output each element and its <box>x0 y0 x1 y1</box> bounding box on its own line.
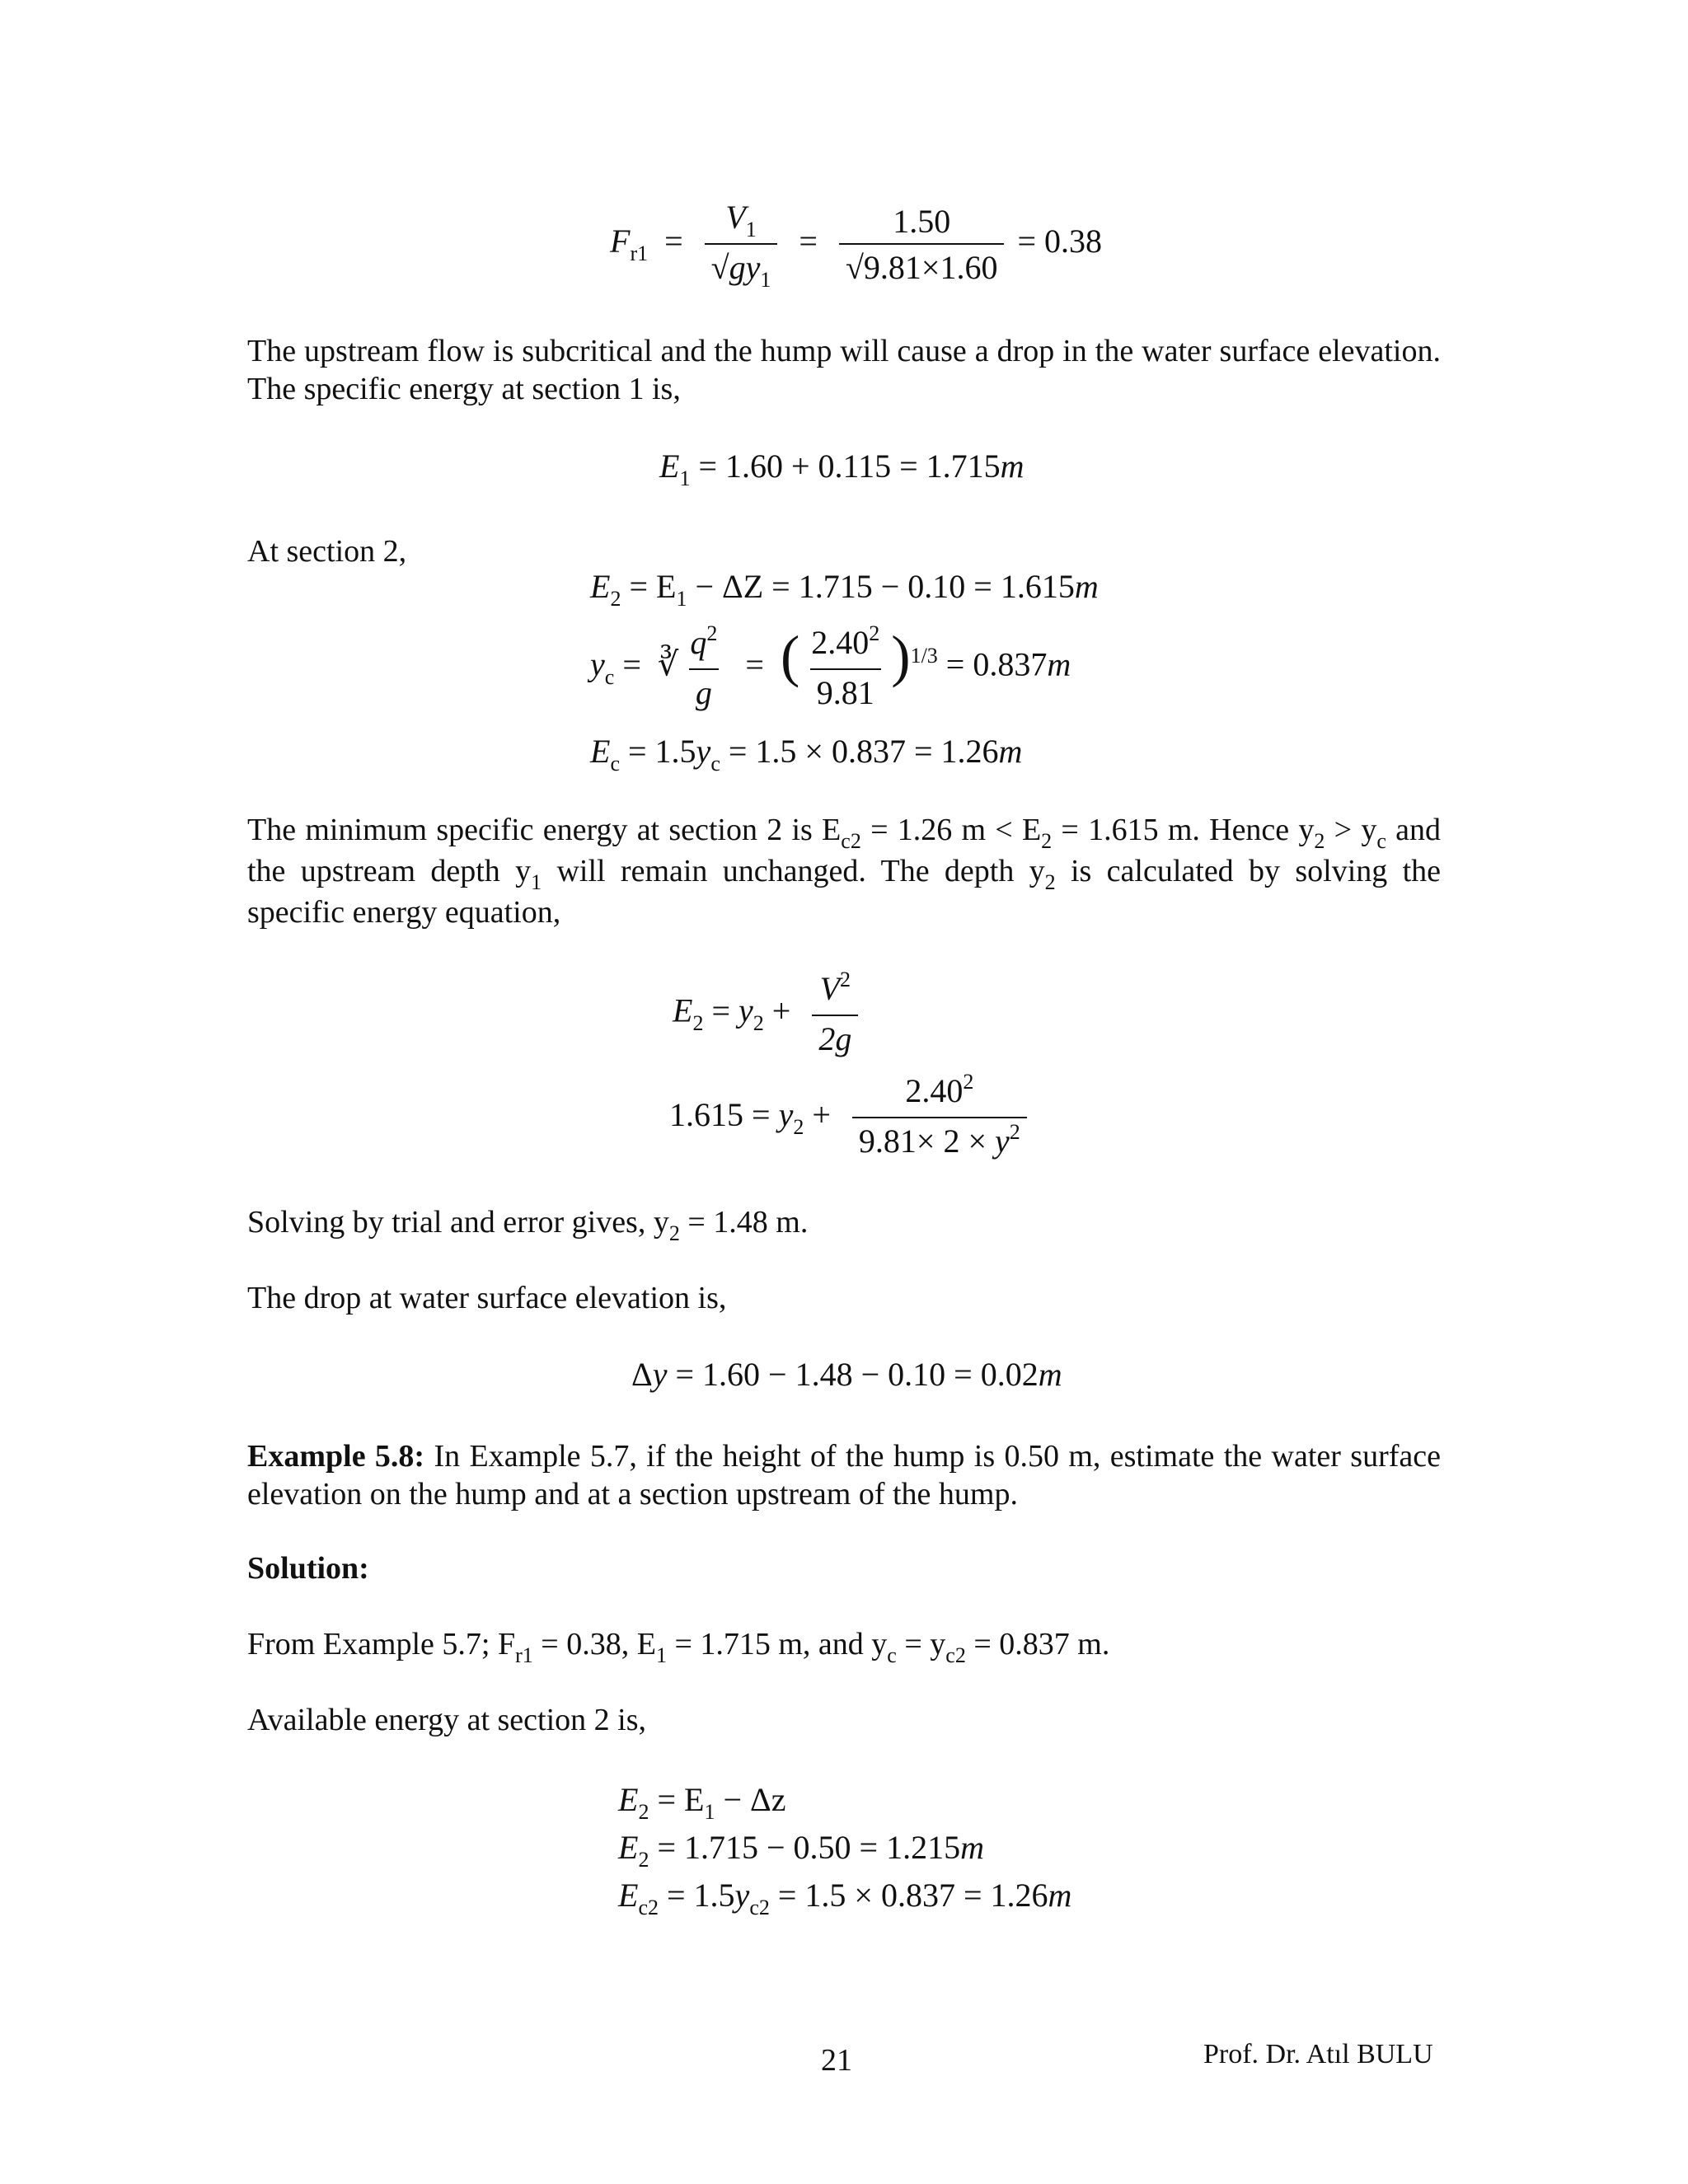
paragraph-min-energy: The minimum specific energy at section 2 is $E_{c2} = 1.26$ $m < E_2 = 1.615$ m. Hence $y_2 > y_c$ and the upstream depth $y_1$ will remain unchanged. The depth $y_2$ is calculated by solving the specific energy equation, <box>247 813 1442 930</box>
equation-ec2: $E_{c2} = 1.5y_{c2} = 1.5 \times 0.837 = 1.26m$ <box>618 1877 1072 1919</box>
paragraph-trial-error: Solving by trial and error gives, $y_2 = 1.48$ m. <box>247 1205 809 1245</box>
equation-e2-available: $E_2 = E_1 - \Delta z$ <box>618 1781 786 1824</box>
author-footer: Prof. Dr. Atıl BULU <box>1203 2039 1433 2069</box>
equation-ec: $E_c = 1.5y_c = 1.5 \times 0.837 = 1.26m$ <box>590 733 1023 776</box>
equation-dy: Δy = 1.60 − 1.48 − 0.10 = 0.02m <box>631 1356 1062 1393</box>
equation-e1: $E_1 = 1.60 + 0.115 = 1.715m$ <box>659 448 1025 490</box>
equation-yc: $y_c$ = ∛ $\frac{q^2}{g}$ = ( $\frac{2.40^2}{9.81}$ )$^{1/3}$ = 0.837m <box>590 621 1071 711</box>
paragraph-drop: The drop at water surface elevation is, <box>247 1281 727 1315</box>
equation-e2: $E_2 = E_1 - \Delta Z = 1.715 - 0.10 = 1.615m$ <box>590 568 1099 611</box>
froude-equation: $F_{r1}$ = $\frac{V_1}{√gy_1}$ = $\frac{1.50}{√9.81\times 1.60}$ = 0.38 <box>610 199 1103 292</box>
paragraph-section2: At section 2, <box>247 534 407 569</box>
equation-e2-value: $E_2 = 1.715 - 0.50 = 1.215m$ <box>618 1829 985 1872</box>
paragraph-example-5-8: Example 5.8: In Example 5.7, if the height of the hump is 0.50 m, estimate the water surface elevation on the hump and at a section upstream of the hump. <box>247 1439 1441 1511</box>
paragraph-subcritical: The upstream flow is subcritical and the hump will cause a drop in the water surface elevation. The specific energy at section 1 is, <box>247 334 1441 406</box>
equation-trial: $1.615 = y_2$ + $\frac{2.40^2}{9.81\times 2 \times y^2}$ <box>669 1071 1032 1165</box>
page-number: 21 <box>821 2043 852 2078</box>
equation-specific-energy: $E_2 = y_2$ + $\frac{V^2}{2g}$ <box>673 969 863 1059</box>
paragraph-from-example: From Example 5.7; $F_{r1} = 0.38$, $E_1 = 1.715$ m, and $y_c = y_{c2} = 0.837$ m. <box>247 1627 1110 1667</box>
solution-heading: Solution: <box>247 1551 369 1586</box>
paragraph-available-energy: Available energy at section 2 is, <box>247 1703 646 1737</box>
